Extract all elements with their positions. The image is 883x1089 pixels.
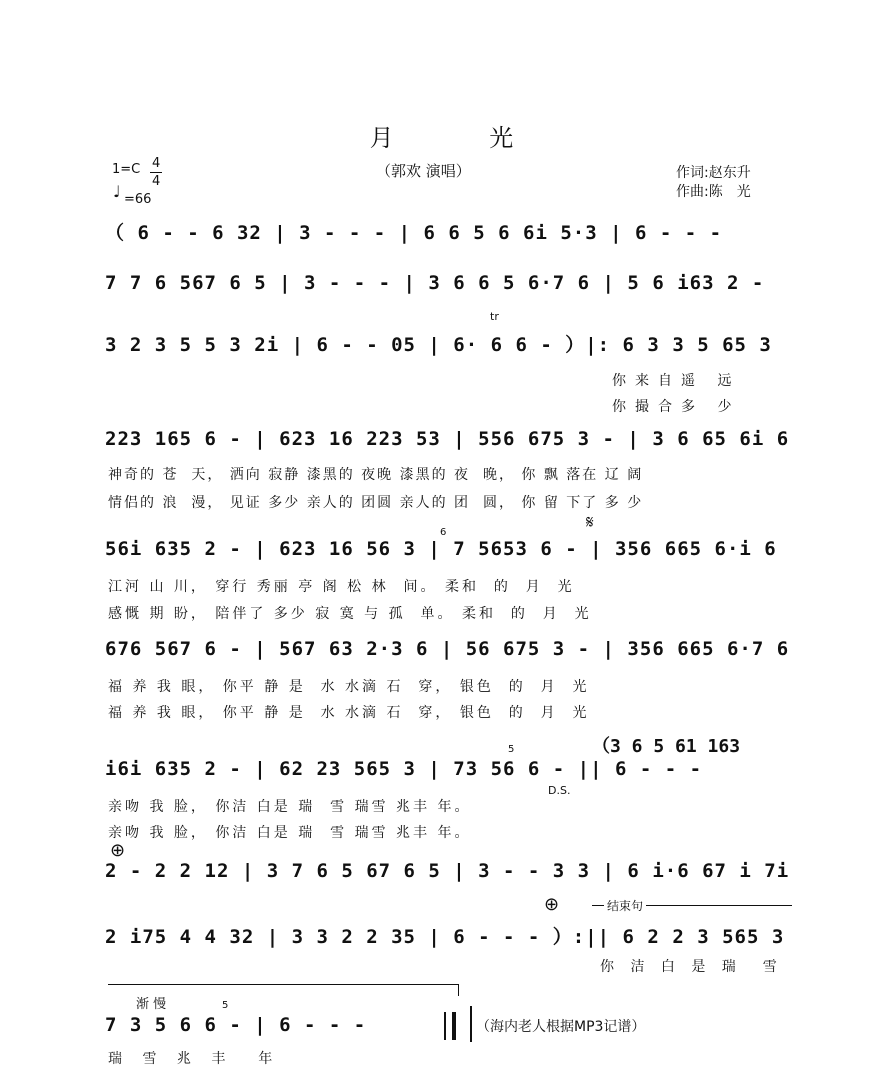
key-signature: 1=C [112,162,141,177]
coda-icon: ⊕ [544,894,560,915]
lyric-line: 你撮合多 少 [612,399,741,415]
composer-credit: 作曲:陈 光 [676,184,751,200]
notation-text: 2 - 2 2 12 | 3 7 6 5 67 6 5 | 3 - - 3 3 | 6 i·6 67 i 7i [105,860,790,882]
lyric-line: 亲吻 我 脸， 你洁 白是 瑞 雪 瑞雪 兆丰 年。 [108,799,472,815]
score-line-8 [105,860,795,886]
score-line-5 [105,538,795,564]
final-bracket [108,984,458,985]
lyric-line: 江河 山 川， 穿行 秀丽 亭 阁 松 林 间。 柔和 的 月 光 [108,579,575,595]
time-signature-top: 4 [152,156,161,171]
coda-icon: ⊕ [110,840,126,861]
lyric-line: 情侣的 浪 漫， 见证 多少 亲人的 团圆 亲人的 团 圆， 你 留 下了 多 少 [108,495,644,511]
score-line-4 [105,428,795,454]
final-barline-thick [452,1012,456,1040]
notation-text: 3 2 3 5 5 3 2i | 6 - - 05 | 6· 6 6 - ）|: 6 3 3 5 65 3 [105,334,772,356]
notation-text: 223 165 6 - | 623 16 223 53 | 556 675 3 - | 3 6 65 6i 6 [105,428,790,450]
lyric-line: 亲吻 我 脸， 你洁 白是 瑞 雪 瑞雪 兆丰 年。 [108,825,472,841]
score-line-3 [105,330,795,356]
note-bracket [470,1006,472,1042]
ds-marking: D.S. [548,784,571,797]
score-line-10 [105,1014,435,1040]
grace-note: 5 [508,744,515,755]
final-bracket-end [458,984,459,996]
notation-text: 676 567 6 - | 567 63 2·3 6 | 56 675 3 - | 356 665 6·7 6 [105,638,790,660]
grace-note: 6 [440,527,447,538]
notation-text: 7 7 6 567 6 5 | 3 - - - | 3 6 6 5 6·7 6 | 5 6 i63 2 - [105,272,765,294]
score-line-2 [105,272,795,298]
score-line-6 [105,638,795,664]
grace-note: 5 [222,1000,229,1011]
notation-text: 56i 635 2 - | 623 16 56 3 | 7 5653 6 - | 356 665 6·i 6 [105,538,777,560]
lyric-line: 感慨 期 盼， 陪伴了 多少 寂 寞 与 孤 单。 柔和 的 月 光 [108,606,592,622]
lyric-line: 神奇的 苍 天， 洒向 寂静 漆黑的 夜晚 漆黑的 夜 晚， 你 飘 落在 辽 阔 [108,467,644,483]
trill-mark: tr [490,310,499,323]
score-line-7 [105,758,795,784]
song-title: 月 光 [369,124,558,152]
lyric-line: 你 洁 白 是 瑞 雪 [600,959,783,975]
notation-text: （ 6 - - 6 32 | 3 - - - | 6 6 5 6 6i 5·3 | 6 - - - [105,222,723,244]
score-line-9 [105,922,795,948]
lyric-line: 你来自遥 远 [612,373,741,389]
notation-text: 7 3 5 6 6 - | 6 - - - [105,1014,367,1036]
final-barline [444,1012,446,1040]
time-signature-divider [150,172,162,173]
notation-text: i6i 635 2 - | 62 23 565 3 | 73 56 6 - || 6 - - - [105,758,703,780]
performer-credit: （郭欢 演唱） [376,162,471,180]
lyric-line: 瑞 雪 兆 丰 年 [108,1051,281,1067]
lyricist-credit: 作词:赵东升 [676,165,751,181]
quarter-note-icon: ♩ [113,182,121,201]
lyric-line: 福 养 我 眼， 你平 静 是 水 水滴 石 穿， 银色 的 月 光 [108,679,590,695]
transcription-note: （海内老人根据MP3记谱） [476,1019,646,1035]
score-line-1 [105,218,795,244]
notation-text: 2 i75 4 4 32 | 3 3 2 2 35 | 6 - - - ）:|| 6 2 2 3 565 3 [105,926,785,948]
time-signature-bottom: 4 [152,174,161,189]
segno-icon: 𝄋 [586,512,594,533]
ending-label: 结束句 [604,897,646,914]
tempo-instruction: 渐 慢 [136,997,167,1012]
lyric-line: 福 养 我 眼， 你平 静 是 水 水滴 石 穿， 银色 的 月 光 [108,705,590,721]
tempo-marking: =66 [124,192,152,207]
intro-phrase: （3 6 5 61 163 [592,736,741,757]
